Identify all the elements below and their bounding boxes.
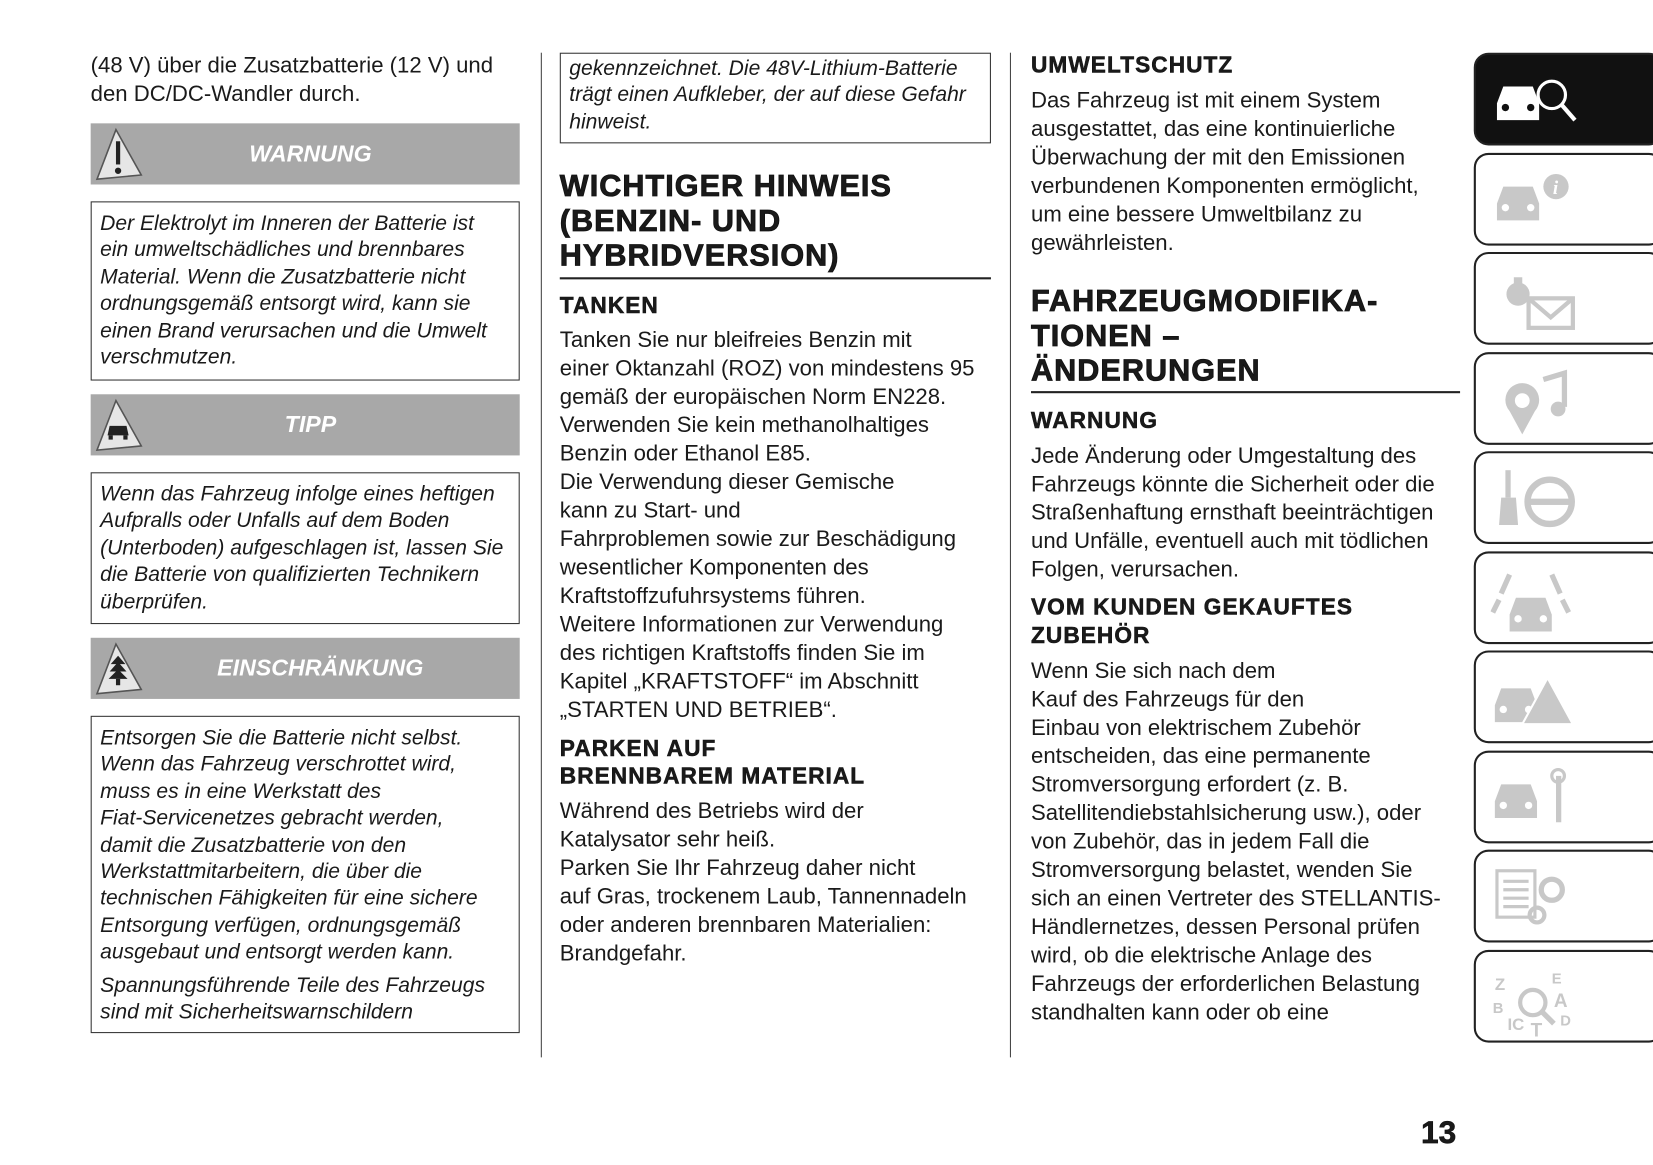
text-line: Straßenhaftung ernsthaft beeinträchtigen <box>1031 500 1434 525</box>
subheading-parken <box>560 735 865 790</box>
text-line: wird, ob die elektrische Anlage des <box>1031 943 1372 968</box>
text-line: Verwenden Sie kein methanolhaltiges <box>559 413 929 438</box>
text-line: FAHRZEUGMODIFIKA- <box>1031 284 1379 319</box>
text-line: PARKEN AUF <box>559 735 717 762</box>
svg-text:D: D <box>1560 1013 1571 1030</box>
umwelt-text <box>1031 86 1419 257</box>
text-line: trägt einen Aufkleber, der auf diese Gefahr <box>569 83 966 107</box>
warning-light-message-icon <box>1491 265 1586 341</box>
text-line: technischen Fähigkeiten für eine sichere <box>100 887 478 911</box>
text-line: oder anderen brennbaren Materialien: <box>559 912 932 938</box>
zubehoer-text <box>1031 657 1441 1027</box>
car-lane-icon <box>1491 563 1586 639</box>
column-divider <box>541 53 542 1058</box>
text-line: einen Brand verursachen und die Umwelt <box>100 319 487 343</box>
text-line: damit die Zusatzbatterie von den <box>100 833 407 857</box>
chapter-tab-8[interactable] <box>1474 750 1653 843</box>
tip-header <box>91 394 520 455</box>
car-info-icon <box>1491 165 1586 241</box>
text-line: gemäß der europäischen Norm EN228. <box>559 384 947 410</box>
subheading-tanken: TANKEN <box>559 293 659 319</box>
text-line: Entsorgen Sie die Batterie nicht selbst. <box>100 726 463 750</box>
text-line: Stromversorgung erfordert (z. B. <box>1031 772 1349 797</box>
restriction-header <box>91 638 520 699</box>
heading-rule <box>1031 391 1460 393</box>
chapter-tab-2[interactable] <box>1474 152 1653 245</box>
text-line: (48 V) über die Zusatzbatterie (12 V) und <box>90 53 494 79</box>
text-line: Einbau von elektrischem Zubehör <box>1031 715 1361 741</box>
text-line: gekennzeichnet. Die 48V-Lithium-Batterie <box>569 56 958 81</box>
warning-triangle-icon <box>93 127 146 182</box>
text-line: kann zu Start- und <box>559 498 741 523</box>
text-line: Der Elektrolyt im Inneren der Batterie ist <box>100 211 474 236</box>
chapter-tab-6[interactable] <box>1474 551 1653 644</box>
text-line: Die Verwendung dieser Gemische <box>559 470 895 495</box>
text-line: verschmutzen. <box>100 345 238 370</box>
text-line: Weitere Informationen zur Verwendung <box>559 612 944 637</box>
text-line: Überwachung der mit den Emissionen <box>1031 145 1406 170</box>
restriction-label: EINSCHRÄNKUNG <box>217 654 424 682</box>
text-line: Fahrzeugs der erforderlichen Belastung <box>1031 971 1420 997</box>
text-line: sind mit Sicherheitswarnschildern <box>100 1000 414 1024</box>
svg-text:E: E <box>1551 971 1562 988</box>
warning-header <box>91 123 520 184</box>
chapter-tab-9[interactable] <box>1474 850 1653 943</box>
text-line: des richtigen Kraftstoffs finden Sie im <box>559 640 925 666</box>
text-line: um eine bessere Umweltbilanz zu <box>1031 202 1363 227</box>
subheading-umweltschutz: UMWELTSCHUTZ <box>1031 52 1234 79</box>
page-number: 13 <box>1421 1115 1457 1151</box>
chapter-tab-10[interactable] <box>1474 949 1653 1042</box>
text-line: Fahrproblemen sowie zur Beschädigung <box>559 527 957 552</box>
text-line: Fahrzeugs könnte die Sicherheit oder die <box>1031 472 1435 497</box>
text-line: Während des Betriebs wird der <box>559 799 864 824</box>
section-heading-modifications <box>1031 285 1378 389</box>
svg-text:T: T <box>1530 1019 1543 1038</box>
text-line: TIONEN – <box>1031 319 1181 354</box>
restriction-text-2 <box>100 973 519 1027</box>
text-line: Brandgefahr. <box>559 941 687 966</box>
text-line: standhalten kann oder ob eine <box>1031 1000 1329 1025</box>
text-line: Fiat-Servicenetzes gebracht werden, <box>100 806 444 830</box>
text-line: Händlernetzes, dessen Personal prüfen <box>1031 915 1420 940</box>
text-line: ausgestattet, das eine kontinuierliche <box>1031 117 1396 142</box>
text-line: WICHTIGER HINWEIS <box>559 169 892 204</box>
text-line: Wenn das Fahrzeug infolge eines heftigen <box>100 482 495 507</box>
tree-triangle-icon <box>93 641 146 696</box>
tip-label: TIPP <box>284 411 337 438</box>
chapter-tab-4[interactable] <box>1474 352 1653 445</box>
text-line: Katalysator sehr heiß. <box>559 827 776 852</box>
continued-note-box <box>560 53 991 144</box>
text-line: Aufpralls oder Unfalls auf dem Boden <box>100 509 450 533</box>
text-line: verbundenen Komponenten ermöglicht, <box>1031 173 1419 199</box>
text-line: HYBRIDVERSION) <box>559 239 840 274</box>
car-search-icon <box>1491 65 1586 141</box>
text-line: einer Oktanzahl (ROZ) von mindestens 95 <box>559 356 975 381</box>
text-line: Entsorgung verfügen, ordnungsgemäß <box>100 913 462 938</box>
svg-text:i: i <box>1552 177 1559 199</box>
text-line: Tanken Sie nur bleifreies Benzin mit <box>559 327 912 353</box>
text-line: muss es in eine Werkstatt des <box>100 779 381 804</box>
text-line: Parken Sie Ihr Fahrzeug daher nicht <box>559 856 916 881</box>
section-heading-important <box>560 170 892 274</box>
specs-gears-icon <box>1491 862 1586 938</box>
svg-text:B: B <box>1492 1000 1504 1017</box>
svg-text:IC: IC <box>1507 1014 1525 1034</box>
text-line: Jede Änderung oder Umgestaltung des <box>1031 443 1417 469</box>
text-line: (BENZIN- UND <box>559 204 782 239</box>
warning-box <box>91 201 520 380</box>
chapter-tab-1[interactable] <box>1474 53 1653 146</box>
column-divider <box>1010 53 1011 1058</box>
text-line: auf Gras, trockenem Laub, Tannennadeln <box>559 884 967 909</box>
alphabetical-index-icon <box>1491 962 1586 1038</box>
text-line: Folgen, verursachen. <box>1031 557 1239 582</box>
text-line: (Unterboden) aufgeschlagen ist, lassen Sie <box>100 536 504 560</box>
text-line: Kraftstoffzufuhrsystems führen. <box>559 584 866 609</box>
text-line: entscheiden, das eine permanente <box>1031 744 1371 769</box>
text-line: Werkstattmitarbeitern, die über die <box>100 860 423 884</box>
multimedia-navigation-icon <box>1491 364 1586 440</box>
text-line: Wenn das Fahrzeug verschrottet wird, <box>100 753 457 777</box>
text-line: von Zubehör, das in jedem Fall die <box>1031 829 1370 854</box>
text-line: Kauf des Fahrzeugs für den <box>1031 687 1305 712</box>
text-line: Das Fahrzeug ist mit einem System <box>1031 88 1381 113</box>
text-line: ZUBEHÖR <box>1031 623 1151 649</box>
warnung-text <box>1031 442 1435 584</box>
restriction-text <box>100 725 519 966</box>
text-line: die Batterie von qualifizierten Technikern <box>100 563 480 587</box>
key-steering-wheel-icon <box>1491 464 1586 540</box>
text-line: Satellitendiebstahlsicherung usw.), oder <box>1031 801 1422 826</box>
text-line: den DC/DC-Wandler durch. <box>90 82 361 107</box>
car-emergency-icon <box>1491 663 1586 739</box>
text-line: ausgebaut und entsorgt werden kann. <box>100 940 455 964</box>
chapter-tab-7[interactable] <box>1474 650 1653 743</box>
text-line: ordnungsgemäß entsorgt wird, kann sie <box>100 292 471 316</box>
text-line: und Unfälle, eventuell auch mit tödlichen <box>1031 529 1429 554</box>
text-line: Stromversorgung belastet, wenden Sie <box>1031 858 1413 883</box>
text-line: „STARTEN UND BETRIEB“. <box>559 697 837 723</box>
text-line: BRENNBAREM MATERIAL <box>559 763 866 789</box>
text-line: sich an einen Vertreter des STELLANTIS- <box>1031 886 1441 911</box>
text-line: ein umweltschädliches und brennbares <box>100 238 465 262</box>
restriction-box <box>91 716 520 1033</box>
parken-text <box>560 797 967 968</box>
text-line: wesentlicher Komponenten des <box>559 555 869 580</box>
subheading-warnung: WARNUNG <box>1031 407 1159 434</box>
car-triangle-icon <box>93 397 146 452</box>
text-line: gewährleisten. <box>1031 230 1174 256</box>
text-line: Benzin oder Ethanol E85. <box>559 441 811 466</box>
svg-text:Z: Z <box>1494 974 1506 994</box>
warning-label: WARNUNG <box>249 140 372 167</box>
text-line: Kapitel „KRAFTSTOFF“ im Abschnitt <box>559 669 919 694</box>
text-line: VOM KUNDEN GEKAUFTES <box>1031 594 1354 620</box>
car-wrench-icon <box>1491 763 1586 839</box>
heading-rule <box>560 277 991 279</box>
text-line: ÄNDERUNGEN <box>1031 354 1261 388</box>
text-line: Material. Wenn die Zusatzbatterie nicht <box>100 265 466 289</box>
text-line: Wenn Sie sich nach dem <box>1031 658 1276 684</box>
text-line: Spannungsführende Teile des Fahrzeugs <box>100 973 486 997</box>
svg-text:A: A <box>1553 990 1568 1012</box>
text-line: überprüfen. <box>100 589 208 614</box>
tip-box <box>91 472 520 624</box>
tanken-text <box>560 326 975 724</box>
chapter-tab-5[interactable] <box>1474 451 1653 544</box>
subheading-zubehoer <box>1031 594 1353 651</box>
chapter-tab-3[interactable] <box>1474 252 1653 345</box>
intro-text <box>91 52 493 109</box>
text-line: hinweist. <box>569 110 652 134</box>
